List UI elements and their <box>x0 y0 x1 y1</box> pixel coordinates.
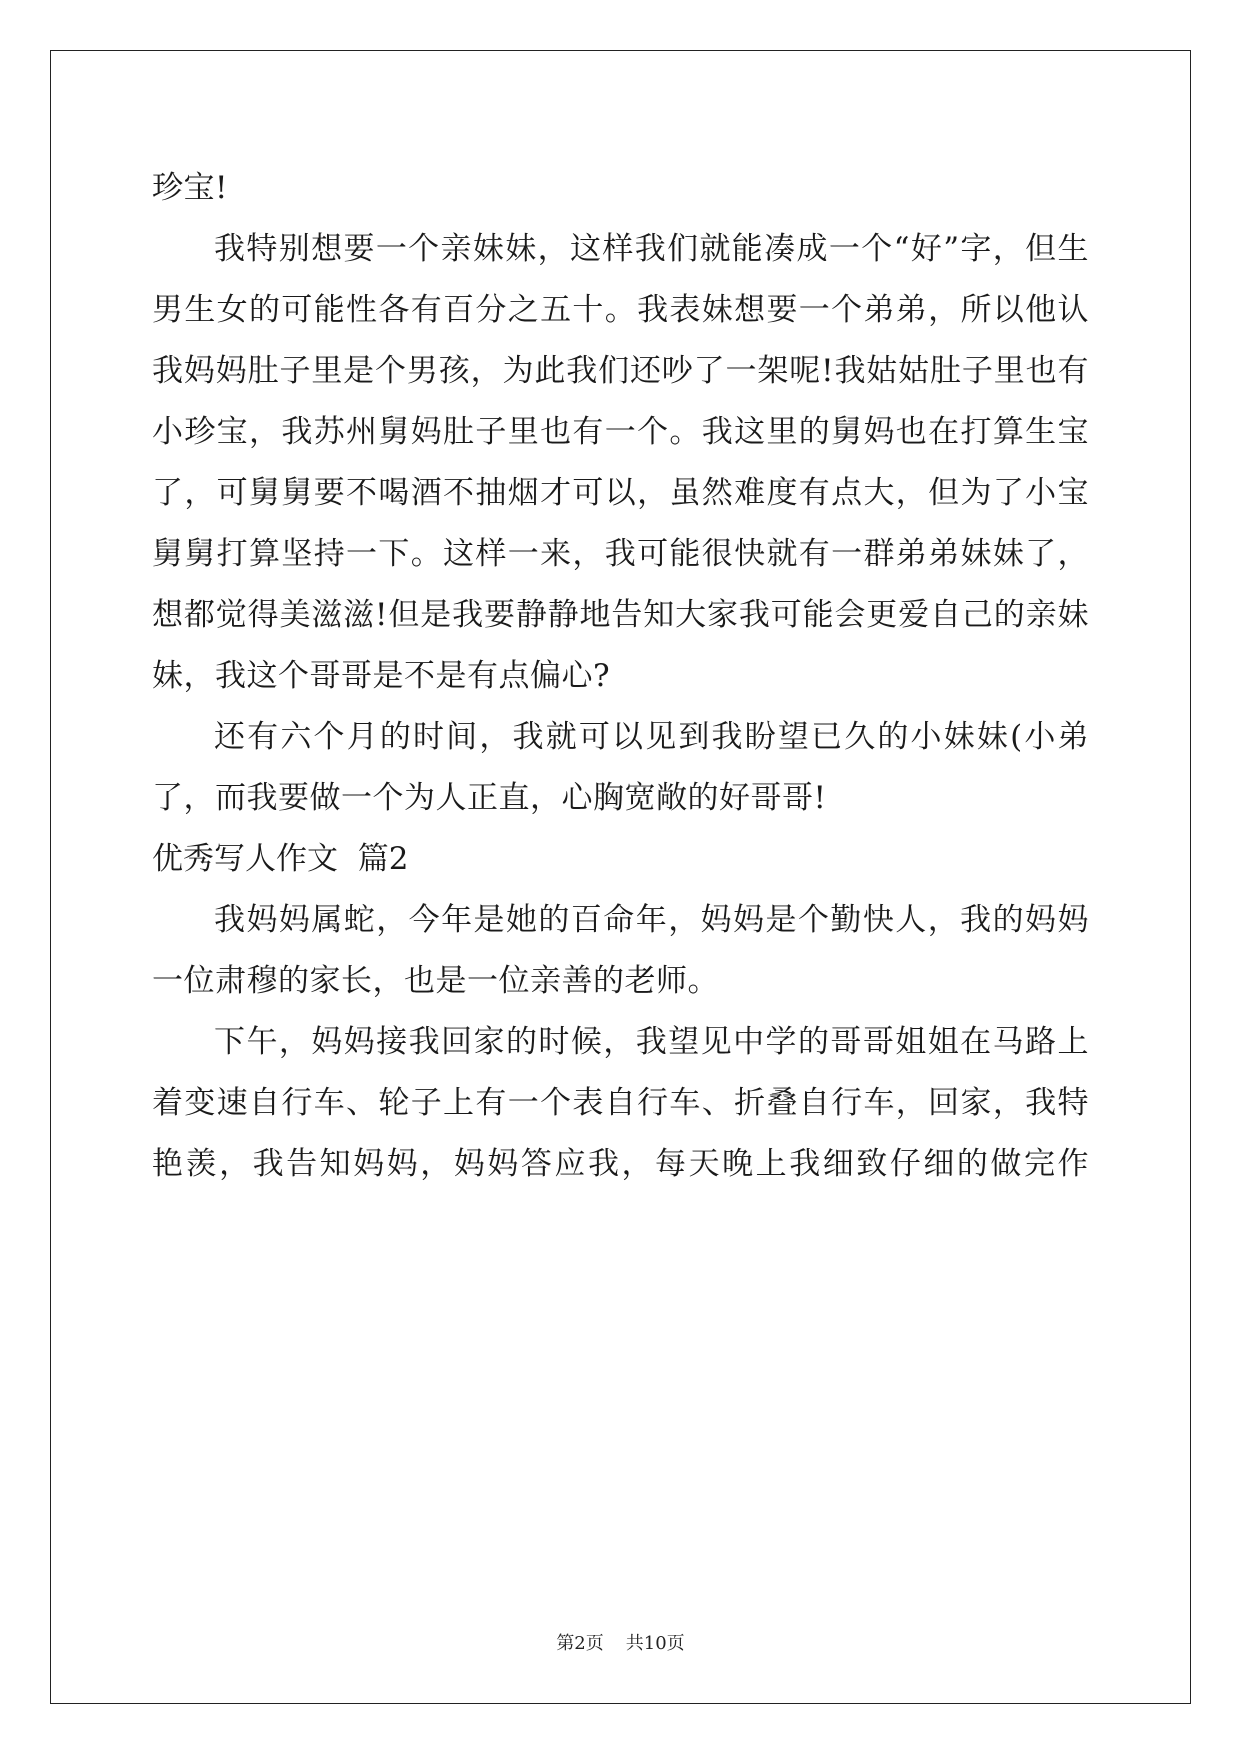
paragraph-line: 小珍宝，我苏州舅妈肚子里也有一个。我这里的舅妈也在打算生宝 <box>152 414 1089 450</box>
paragraph-line: 着变速自行车、轮子上有一个表自行车、折叠自行车，回家，我特 <box>152 1085 1089 1121</box>
paragraph-line: 想都觉得美滋滋!但是我要静静地告知大家我可能会更爱自己的亲妹 <box>152 597 1089 633</box>
paragraph-line: 我特别想要一个亲妹妹，这样我们就能凑成一个“好”字，但生 <box>214 231 1089 267</box>
paragraph-line: 妹，我这个哥哥是不是有点偏心? <box>152 658 611 694</box>
page-footer <box>0 1632 1241 1656</box>
paragraph-line: 还有六个月的时间，我就可以见到我盼望已久的小妹妹(小弟 <box>214 719 1089 755</box>
page-number: 第2页 <box>556 1633 604 1654</box>
paragraph-line: 男生女的可能性各有百分之五十。我表妹想要一个弟弟，所以他认 <box>152 292 1089 328</box>
paragraph-line: 我妈妈属蛇，今年是她的百命年，妈妈是个勤快人，我的妈妈 <box>214 902 1089 938</box>
paragraph-line: 艳羡，我告知妈妈，妈妈答应我，每天晚上我细致仔细的做完作 <box>152 1146 1089 1182</box>
paragraph-line: 一位肃穆的家长，也是一位亲善的老师。 <box>152 963 719 999</box>
paragraph-line: 舅舅打算坚持一下。这样一来，我可能很快就有一群弟弟妹妹了， <box>152 536 1089 572</box>
document-body <box>152 158 1089 1195</box>
page-total: 共10页 <box>625 1633 685 1654</box>
section-heading: 优秀写人作文 篇2 <box>152 841 409 877</box>
paragraph-line: 珍宝! <box>152 170 228 206</box>
paragraph-line: 下午，妈妈接我回家的时候，我望见中学的哥哥姐姐在马路上 <box>214 1024 1089 1060</box>
paragraph-line: 了，可舅舅要不喝酒不抽烟才可以，虽然难度有点大，但为了小宝 <box>152 475 1089 511</box>
paragraph-line: 了，而我要做一个为人正直，心胸宽敞的好哥哥! <box>152 780 827 816</box>
paragraph-line: 我妈妈肚子里是个男孩，为此我们还吵了一架呢!我姑姑肚子里也有 <box>152 353 1089 389</box>
